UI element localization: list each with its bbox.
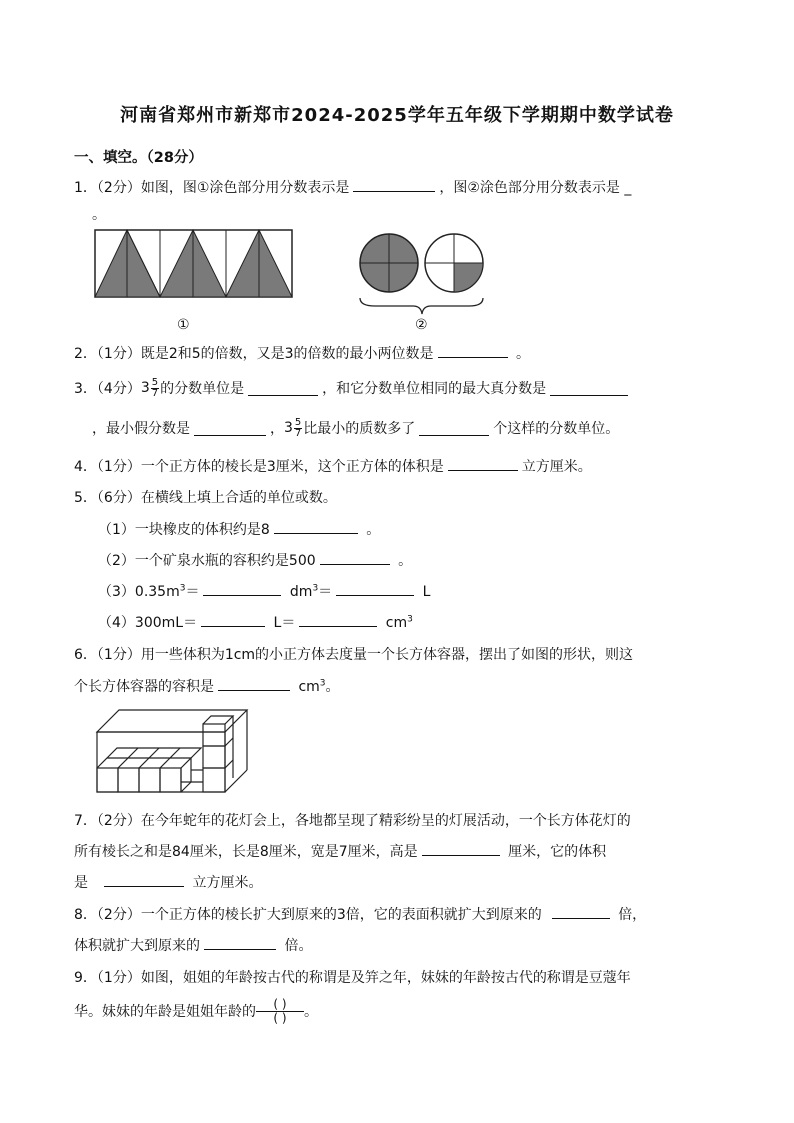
q5-s3e: L <box>422 584 431 600</box>
q5-sub-1 <box>98 519 380 539</box>
q3-text-1: 的分数单位是 <box>160 381 245 397</box>
frac-num: 5 <box>294 416 302 428</box>
q5-s3d: ＝ <box>318 584 333 600</box>
superscript: 3 <box>319 678 326 689</box>
frac-den: ( ) <box>273 1010 287 1025</box>
figure-cube-container <box>95 708 255 794</box>
answer-blank[interactable] <box>204 935 276 950</box>
q5-sub-3 <box>98 581 430 601</box>
figure-2-circles <box>355 230 490 315</box>
answer-blank[interactable] <box>218 676 290 691</box>
q1-text-b: ，图②涂色部分用分数表示是 <box>439 180 620 196</box>
question-1 <box>74 177 631 197</box>
answer-blank[interactable] <box>248 381 318 396</box>
q5-s3b: ＝ <box>185 584 200 600</box>
page-title: 河南省郑州市新郑市2024-2025学年五年级下学期期中数学试卷 <box>120 105 674 126</box>
q7-text-d: 立方厘米。 <box>192 875 263 891</box>
q9-end: 。 <box>304 1004 318 1020</box>
question-6-line2 <box>74 676 340 696</box>
q3-text-6: 个这样的分数单位。 <box>493 421 620 437</box>
q5-s1-end: 。 <box>366 522 381 538</box>
q5-s4a: （4）300mL＝ <box>98 615 198 631</box>
q8-text-b: 倍， <box>618 907 647 923</box>
mixed-whole: 3 <box>140 380 150 396</box>
mixed-whole: 3 <box>284 420 293 436</box>
frac-num: ( ) <box>256 998 304 1012</box>
q7-text-a: 所有棱长之和是84厘米，长是8厘米，宽是7厘米，高是 <box>74 844 418 860</box>
q5-s3c: dm <box>289 584 313 600</box>
q5-s4c: cm <box>385 615 408 631</box>
q5-s2-end: 。 <box>398 553 413 569</box>
figure-1-rectangle <box>94 229 294 299</box>
mixed-number <box>284 418 303 439</box>
answer-blank[interactable] <box>550 381 628 396</box>
question-7-line2 <box>74 841 606 861</box>
q1-text-c: _ <box>624 180 632 196</box>
answer-blank[interactable] <box>194 421 266 436</box>
question-8-line2 <box>74 935 312 955</box>
q7-text-b: 厘米，它的体积 <box>508 844 607 860</box>
q8-text-a: 8．（2分）一个正方体的棱长扩大到原来的3倍，它的表面积就扩大到原来的 <box>74 907 542 923</box>
answer-blank[interactable] <box>274 519 358 534</box>
q2-text: 2．（1分）既是2和5的倍数，又是3的倍数的最小两位数是 <box>74 346 434 362</box>
q3-text-5: 比最小的质数多了 <box>303 421 416 437</box>
q4-text: 4．（1分）一个正方体的棱长是3厘米，这个正方体的体积是 <box>74 459 444 475</box>
answer-blank[interactable] <box>422 841 500 856</box>
q3-text-2: ，和它分数单位相同的最大真分数是 <box>322 381 547 397</box>
question-3-line2 <box>92 415 619 441</box>
q5-s4b: L＝ <box>273 615 296 631</box>
superscript: 3 <box>407 614 413 625</box>
answer-blank[interactable] <box>419 421 489 436</box>
q5-sub-4 <box>98 612 413 632</box>
question-6: 6．（1分）用一些体积为1cm的小正方体去度量一个长方体容器，摆出了如图的形状，则这 <box>74 647 634 663</box>
answer-blank[interactable] <box>438 343 508 358</box>
question-7-line3 <box>74 872 262 892</box>
answer-blank[interactable] <box>299 612 377 627</box>
fraction-answer-blank[interactable] <box>256 998 304 1025</box>
answer-blank[interactable] <box>320 550 390 565</box>
superscript: 3 <box>179 583 186 594</box>
q3-prefix: 3．（4分） <box>74 381 141 397</box>
answer-blank[interactable] <box>552 904 610 919</box>
answer-blank[interactable] <box>353 177 435 192</box>
q9-text: 华。妹妹的年龄是姐姐年龄的 <box>74 1004 256 1020</box>
frac-den: 7 <box>294 427 302 439</box>
answer-blank[interactable] <box>203 581 281 596</box>
q8-text-d: 倍。 <box>284 938 313 954</box>
q5-s2: （2）一个矿泉水瓶的容积约是500 <box>98 553 316 569</box>
q1-line2: 。 <box>92 207 106 223</box>
q6-text: 个长方体容器的容积是 <box>74 679 214 695</box>
figure-1-label: ① <box>177 317 190 333</box>
superscript: 3 <box>312 583 319 594</box>
q3-text-3: ，最小假分数是 <box>92 421 190 437</box>
answer-blank[interactable] <box>336 581 414 596</box>
q6-unit: cm <box>298 679 320 695</box>
figure-2-label: ② <box>415 317 428 333</box>
mixed-number <box>141 378 160 399</box>
q5-s1: （1）一块橡皮的体积约是8 <box>98 522 270 538</box>
question-2 <box>74 343 530 363</box>
q6-end: 。 <box>325 679 340 695</box>
frac-num: 5 <box>151 376 159 388</box>
answer-blank[interactable] <box>104 872 184 887</box>
q1-text-a: 1．（2分）如图，图①涂色部分用分数表示是 <box>74 180 350 196</box>
question-9-line2 <box>74 994 318 1028</box>
q5-s3a: （3）0.35m <box>98 584 180 600</box>
answer-blank[interactable] <box>201 612 265 627</box>
q3-text-4: ， <box>270 421 284 437</box>
question-9: 9．（1分）如图，姐姐的年龄按古代的称谓是及笄之年，妹妹的年龄按古代的称谓是豆蔻年 <box>74 970 631 986</box>
question-5: 5．（6分）在横线上填上合适的单位或数。 <box>74 490 337 506</box>
answer-blank[interactable] <box>448 456 518 471</box>
question-3 <box>74 375 632 401</box>
q4-end: 立方厘米。 <box>521 459 592 475</box>
q5-sub-2 <box>98 550 412 570</box>
frac-den: 7 <box>151 387 159 399</box>
question-8 <box>74 904 646 924</box>
question-7: 7．（2分）在今年蛇年的花灯会上，各地都呈现了精彩纷呈的灯展活动，一个长方体花灯的 <box>74 813 631 829</box>
section-heading: 一、填空。（28分） <box>74 150 203 166</box>
q8-text-c: 体积就扩大到原来的 <box>74 938 200 954</box>
q2-end: 。 <box>516 346 530 362</box>
question-4 <box>74 456 592 476</box>
q7-text-c: 是 <box>74 875 88 891</box>
